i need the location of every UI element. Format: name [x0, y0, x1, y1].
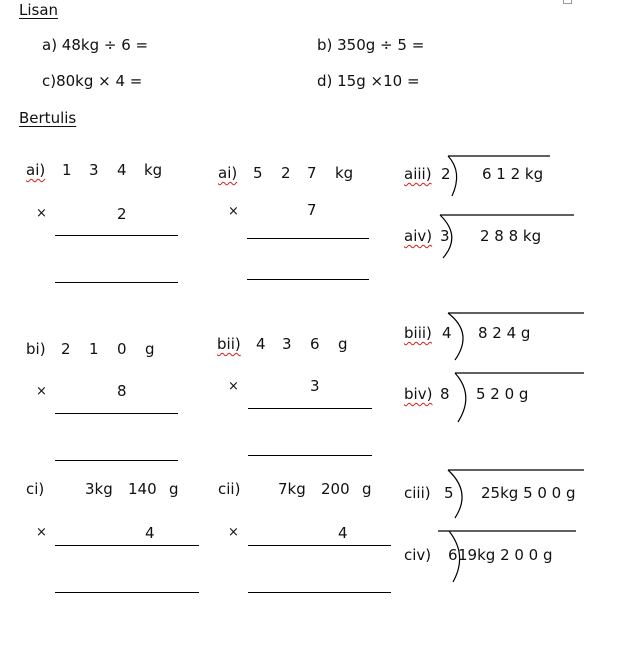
question-civ-divisor: 6	[448, 546, 458, 564]
question-bii-digit-1: 4	[256, 335, 266, 353]
question-ciii-label: ciii)	[404, 484, 431, 502]
lisan-question-c: c)80kg × 4 =	[42, 72, 143, 90]
question-civ-dividend: 19kg 2 0 0 g	[458, 546, 553, 564]
question-bi-digit-2: 1	[89, 340, 99, 358]
question-bi-label: bi)	[26, 340, 46, 358]
question-bii-multiplier: 3	[310, 377, 320, 395]
question-aii-digit-2: 2	[281, 164, 291, 182]
question-ai-answer-line	[55, 235, 178, 236]
question-ci-total-line	[55, 592, 199, 593]
question-ci-grams: 140	[128, 480, 157, 498]
question-bi-total-line	[55, 460, 178, 461]
question-bii-label: bii)	[217, 335, 241, 353]
question-cii-kg: 7kg	[278, 480, 306, 498]
question-bii-answer-line	[248, 408, 372, 409]
question-cii-times-sign: ×	[228, 525, 239, 540]
question-aiv-dividend: 2 8 8 kg	[480, 227, 542, 245]
question-cii-grams: 200	[321, 480, 350, 498]
question-cii-unit: g	[362, 480, 372, 498]
question-ai-digit-3: 4	[117, 161, 127, 179]
question-ai-multiplier: 2	[117, 205, 127, 223]
question-biii-dividend: 8 2 4 g	[478, 324, 531, 342]
question-ci-unit: g	[169, 480, 179, 498]
question-ai-digit-2: 3	[89, 161, 99, 179]
question-biii-divisor: 4	[442, 324, 452, 342]
question-ai-label: ai)	[26, 161, 46, 179]
question-bi-digit-3: 0	[117, 340, 127, 358]
question-ai-total-line	[55, 282, 178, 283]
question-bii-total-line	[248, 455, 372, 456]
question-aiii-label: aiii)	[404, 165, 432, 183]
question-aii-digit-3: 7	[307, 164, 317, 182]
question-ai-digit-1: 1	[62, 161, 72, 179]
question-cii-answer-line	[248, 545, 391, 546]
question-bii-unit: g	[338, 335, 348, 353]
question-ciii-dividend: 25kg 5 0 0 g	[481, 484, 576, 502]
question-aii-multiplier: 7	[307, 201, 317, 219]
question-aiii-divisor: 2	[441, 165, 451, 183]
question-biv-label: biv)	[404, 385, 433, 403]
question-cii-label: cii)	[218, 480, 241, 498]
question-aiii-dividend: 6 1 2 kg	[482, 165, 544, 183]
question-ci-kg: 3kg	[85, 480, 113, 498]
question-cii-multiplier: 4	[338, 524, 348, 542]
question-ci-multiplier: 4	[145, 524, 155, 542]
lisan-question-a: a) 48kg ÷ 6 =	[42, 36, 149, 54]
question-civ-label: civ)	[404, 546, 432, 564]
question-bi-times-sign: ×	[36, 384, 47, 399]
question-aiv-label: aiv)	[404, 227, 433, 245]
question-biv-divisor: 8	[440, 385, 450, 403]
question-aii-digit-1: 5	[253, 164, 263, 182]
question-ai-times-sign: ×	[36, 206, 47, 221]
question-bi-multiplier: 8	[117, 382, 127, 400]
question-bi-answer-line	[55, 413, 178, 414]
question-aii-answer-line	[247, 238, 369, 239]
question-bii-times-sign: ×	[228, 379, 239, 394]
question-ci-answer-line	[55, 545, 199, 546]
question-bii-digit-2: 3	[282, 335, 292, 353]
question-bi-digit-1: 2	[61, 340, 71, 358]
question-ciii-divisor: 5	[444, 484, 454, 502]
question-bi-unit: g	[145, 340, 155, 358]
question-aii-unit: kg	[335, 164, 354, 182]
question-biv-dividend: 5 2 0 g	[476, 385, 529, 403]
question-ci-times-sign: ×	[36, 525, 47, 540]
question-ci-label: ci)	[26, 480, 45, 498]
question-aii-label: ai)	[218, 164, 238, 182]
question-aii-times-sign: ×	[228, 204, 239, 219]
question-ai-unit: kg	[144, 161, 163, 179]
question-cii-total-line	[248, 592, 391, 593]
heading-bertulis: Bertulis	[19, 109, 77, 127]
page-corner-mark	[563, 0, 572, 4]
lisan-question-b: b) 350g ÷ 5 =	[317, 36, 425, 54]
question-bii-digit-3: 6	[310, 335, 320, 353]
question-aiv-divisor: 3	[440, 227, 450, 245]
heading-lisan: Lisan	[19, 1, 59, 19]
question-biii-label: biii)	[404, 324, 432, 342]
lisan-question-d: d) 15g ×10 =	[317, 72, 420, 90]
question-aii-total-line	[247, 279, 369, 280]
